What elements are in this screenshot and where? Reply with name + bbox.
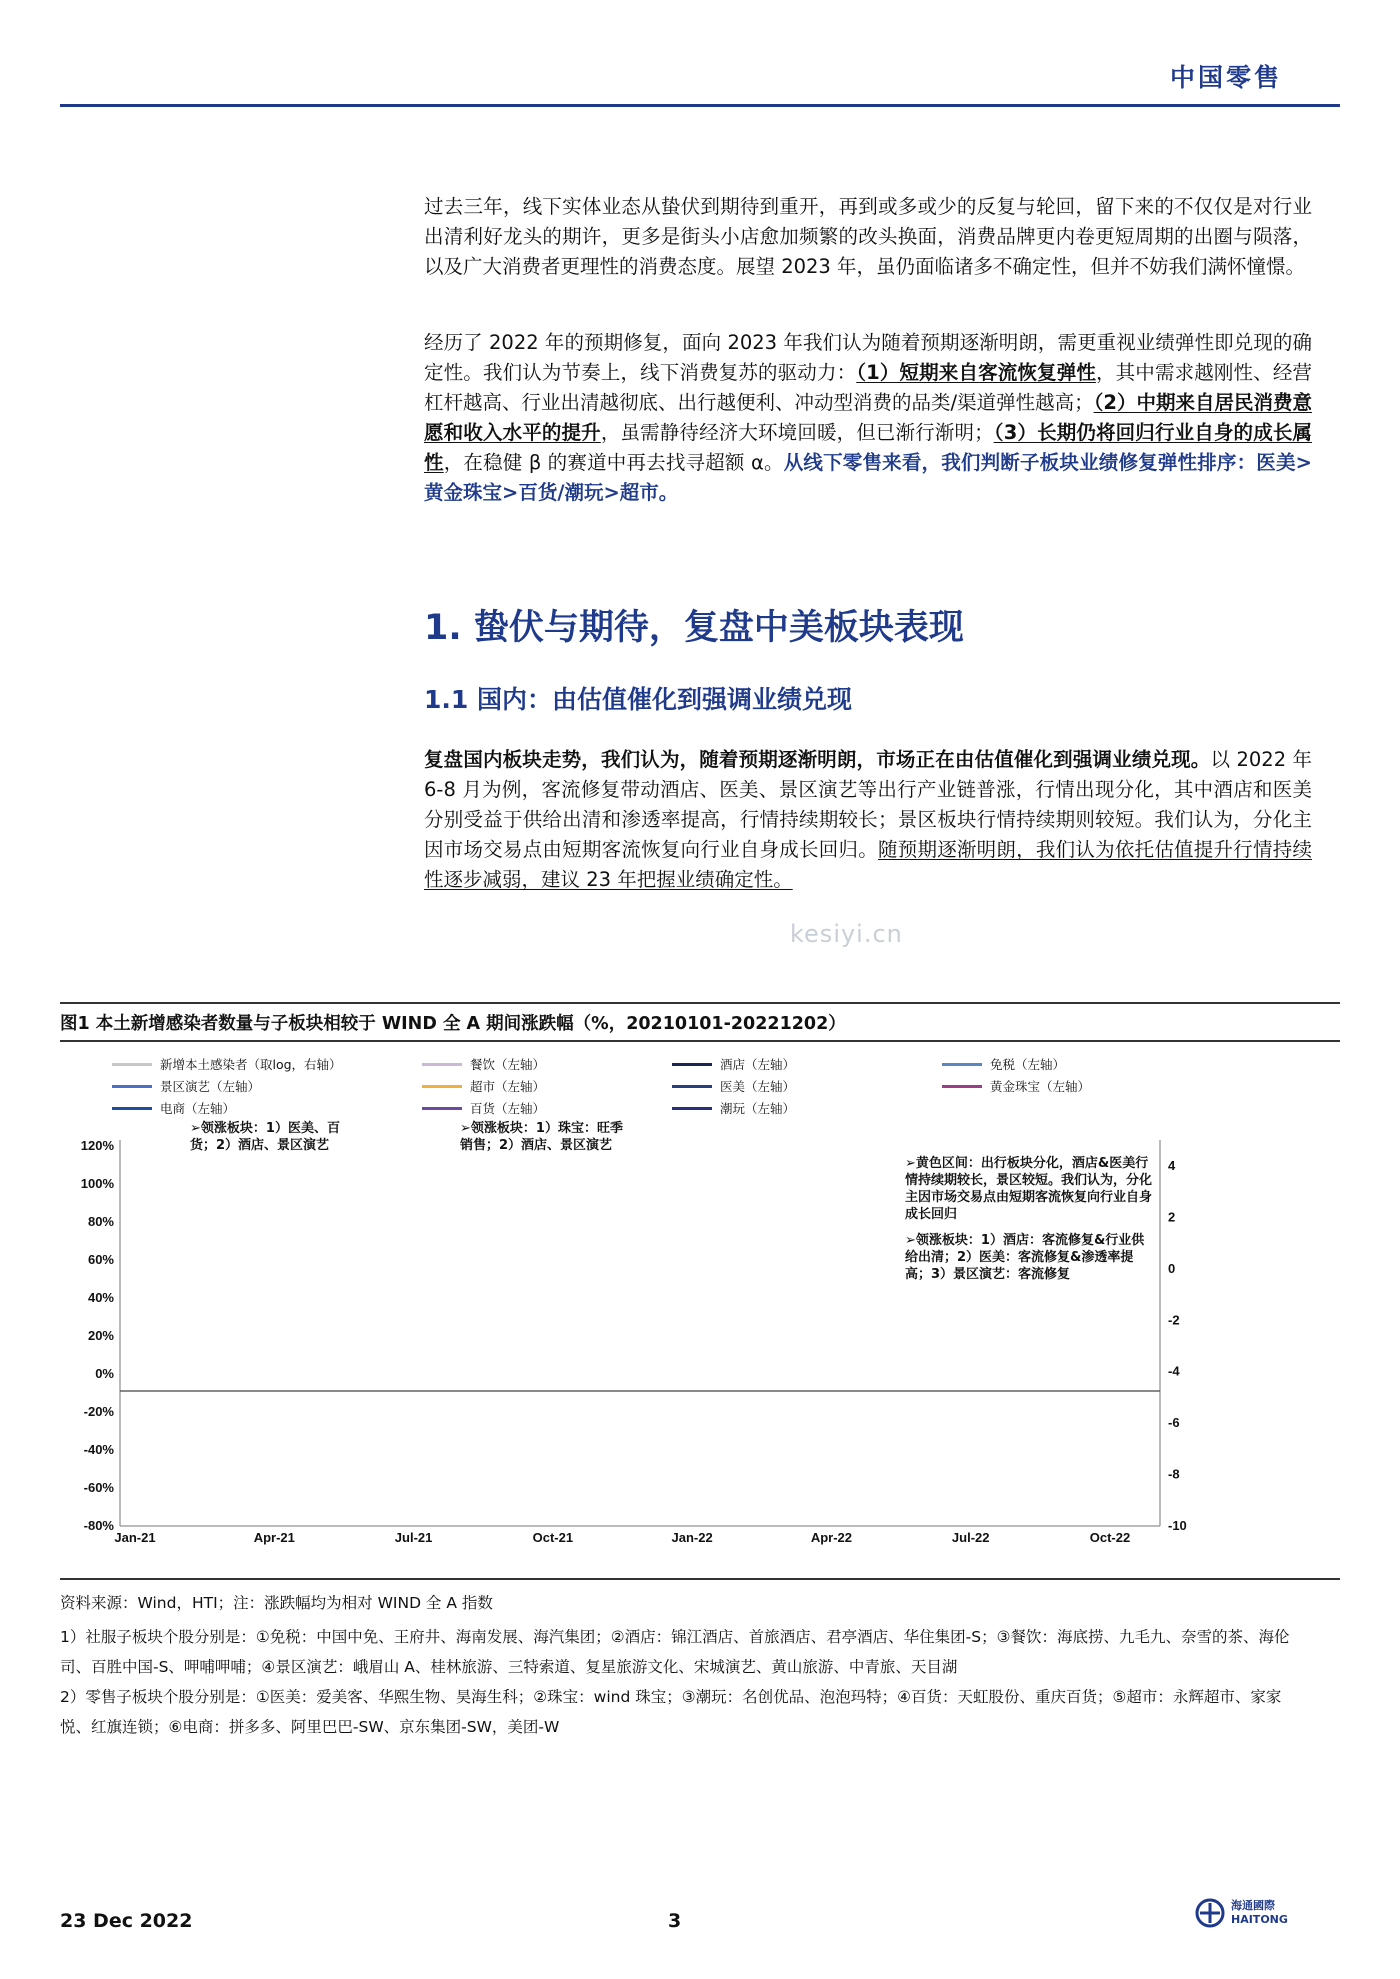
- paragraph-text: 过去三年，线下实体业态从蛰伏到期待到重开，再到或多或少的反复与轮回，留下来的不仅仅是对行业出清利好龙头的期许，更多是街头小店愈加频繁的改头换面，消费品牌更内卷更短周期的出圈与陨落，以及广大消费者更理性的消费态度。展望 2023 年，虽仍面临诸多不确定性，但并不妨我们满怀憧憬。: [424, 195, 1312, 278]
- p2-text: ，在稳健 β 的赛道中再去找寻超额 α。: [443, 451, 784, 474]
- figure-title-rule: [60, 1040, 1340, 1042]
- x-tick-label: Jan-22: [671, 1530, 713, 1545]
- legend-item: [672, 1077, 795, 1095]
- p2-text: ，虽需静待经济大环境回暖，但已渐行渐明；: [600, 421, 994, 444]
- y-right-tick-label: 0: [1168, 1260, 1176, 1276]
- y-right-tick-label: 2: [1168, 1209, 1176, 1225]
- y-left-tick-label: -60%: [83, 1480, 114, 1495]
- legend-swatch: [422, 1063, 462, 1066]
- legend-swatch: [942, 1063, 982, 1066]
- legend-item: [672, 1099, 795, 1117]
- y-left-tick-label: 80%: [87, 1214, 114, 1229]
- legend-item: [422, 1077, 545, 1095]
- x-tick-label: Jan-21: [114, 1530, 156, 1545]
- legend-swatch: [672, 1063, 712, 1066]
- legend-swatch: [112, 1063, 152, 1066]
- y-right-tick-labels: [1168, 1158, 1187, 1533]
- y-left-tick-label: 100%: [80, 1176, 114, 1191]
- y-right-tick-label: -4: [1168, 1363, 1180, 1379]
- legend-swatch: [672, 1085, 712, 1088]
- legend-swatch: [942, 1085, 982, 1088]
- p3-conclusion: 随预期逐渐明朗，我们认为依托估值提升行情持续性逐步减弱，建议 23 年把握业绩确定性。: [424, 838, 1312, 891]
- p3-lead: 复盘国内板块走势，我们认为，随着预期逐渐明朗，市场正在由估值催化到强调业绩兑现。: [424, 748, 1211, 771]
- figure-note-1: 1）社服子板块个股分别是：①免税：中国中免、王府井、海南发展、海汽集团；②酒店：锦江酒店、首旅酒店、君亭酒店、华住集团-S；③餐饮：海底捞、九毛九、奈雪的茶、海伦司、百胜中国-S、呷哺呷哺；④景区演艺：峨眉山 A、桂林旅游、三特索道、复星旅游文化、宋城演艺、黄山旅游、中青旅、天目湖: [60, 1628, 1290, 1676]
- y-left-tick-label: -40%: [83, 1442, 114, 1457]
- legend-label: 超市（左轴）: [470, 1079, 546, 1094]
- y-left-tick-labels: [81, 1138, 115, 1533]
- chart-legend: [112, 1055, 1212, 1130]
- legend-swatch: [422, 1085, 462, 1088]
- y-right-tick-label: -8: [1168, 1466, 1180, 1482]
- x-tick-label: Jul-22: [951, 1530, 990, 1545]
- x-tick-label: Jul-21: [394, 1530, 433, 1545]
- paragraph-intro: [424, 192, 1312, 282]
- y-right-tick-label: -10: [1168, 1518, 1187, 1533]
- p2-text: 经历了 2022 年的预期修复，面向 2023 年我们认为随着预期逐渐明朗，需更重视业绩弹性即兑现的确定性。我们认为节奏上，线下消费复苏的驱动力：: [424, 331, 1312, 384]
- y-left-tick-label: -80%: [83, 1518, 114, 1533]
- y-left-tick-label: 120%: [80, 1138, 114, 1153]
- legend-label: 餐饮（左轴）: [470, 1057, 546, 1072]
- y-right-tick-label: -2: [1168, 1312, 1180, 1328]
- haitong-logo: [1195, 1898, 1288, 1928]
- legend-label: 百货（左轴）: [470, 1101, 546, 1116]
- legend-swatch: [112, 1107, 152, 1110]
- x-tick-label: Oct-21: [532, 1530, 574, 1545]
- p2-mid-term: （2）中期来自居民消费意愿和收入水平的提升: [424, 391, 1312, 444]
- watermark: kesiyi.cn: [790, 920, 903, 948]
- page-header-title: 中国零售: [1169, 63, 1282, 92]
- legend-label: 景区演艺（左轴）: [160, 1079, 261, 1094]
- legend-swatch: [422, 1107, 462, 1110]
- p3-text: 以 2022 年 6-8 月为例，客流修复带动酒店、医美、景区演艺等出行产业链普涨，行情出现分化，其中酒店和医美分别受益于供给出清和渗透率提高，行情持续期较长；景区板块行情持续期则较短。我们认为，分化主因市场交易点由短期客流恢复向行业自身成长回归。: [424, 748, 1312, 861]
- legend-item: [112, 1077, 260, 1095]
- section-heading: 1. 蛰伏与期待，复盘中美板块表现: [424, 608, 964, 648]
- legend-label: 新增本土感染者（取log，右轴）: [160, 1057, 342, 1072]
- logo-cn: 海通國際: [1231, 1899, 1275, 1912]
- x-tick-label: Oct-22: [1089, 1530, 1131, 1545]
- legend-item: [112, 1099, 235, 1117]
- footer-page-number: 3: [668, 1910, 682, 1932]
- p2-ranking: 从线下零售来看，我们判断子板块业绩修复弹性排序：医美>黄金珠宝>百货/潮玩>超市。: [424, 451, 1312, 504]
- legend-label: 电商（左轴）: [160, 1101, 236, 1116]
- y-right-tick-label: 4: [1168, 1158, 1176, 1173]
- legend-item: [422, 1055, 545, 1073]
- subsection-heading: 1.1 国内：由估值催化到强调业绩兑现: [424, 685, 852, 714]
- legend-label: 潮玩（左轴）: [720, 1101, 796, 1116]
- x-tick-label: Apr-22: [810, 1530, 853, 1545]
- figure-bottom-rule: [60, 1578, 1340, 1580]
- legend-item: [422, 1099, 545, 1117]
- legend-label: 黄金珠宝（左轴）: [990, 1079, 1091, 1094]
- legend-swatch: [672, 1107, 712, 1110]
- y-left-tick-label: 40%: [87, 1290, 114, 1305]
- paragraph-drivers: [424, 328, 1312, 508]
- logo-en: HAITONG: [1231, 1913, 1288, 1926]
- legend-label: 酒店（左轴）: [720, 1057, 796, 1072]
- p2-short-term: （1）短期来自客流恢复弹性: [856, 361, 1096, 384]
- haitong-logo-icon: [1195, 1898, 1225, 1928]
- legend-label: 免税（左轴）: [990, 1057, 1066, 1072]
- p2-text: ，其中需求越刚性、经营杠杆越高、行业出清越彻底、出行越便利、冲动型消费的品类/渠道弹性越高；: [424, 361, 1312, 414]
- footer-date: 23 Dec 2022: [60, 1910, 193, 1932]
- figure-title: 图1 本土新增感染者数量与子板块相较于 WIND 全 A 期间涨跌幅（%，20210101-20221202）: [60, 1014, 846, 1034]
- y-left-tick-label: -20%: [83, 1404, 114, 1419]
- x-tick-label: Apr-21: [253, 1530, 295, 1545]
- annotation-4: ➢领涨板块：1）酒店：客流修复&行业供给出清；2）医美：客流修复&渗透率提高；3）景区演艺：客流修复: [905, 1233, 1145, 1282]
- figure-top-rule: [60, 1002, 1340, 1004]
- legend-item: [942, 1055, 1065, 1073]
- x-tick-labels: [114, 1530, 1130, 1545]
- annotation-1: ➢领涨板块：1）医美、百货；2）酒店、景区演艺: [190, 1121, 340, 1153]
- p2-long-term: （3）长期仍将回归行业自身的成长属性: [424, 421, 1312, 474]
- y-right-tick-label: -6: [1168, 1415, 1180, 1431]
- figure-note-2: 2）零售子板块个股分别是：①医美：爱美客、华熙生物、昊海生科；②珠宝：wind 珠宝；③潮玩：名创优品、泡泡玛特；④百货：天虹股份、重庆百货；⑤超市：永辉超市、家家悦、红旗连锁；⑥电商：拼多多、阿里巴巴-SW、京东集团-SW，美团-W: [60, 1688, 1282, 1736]
- paragraph-review: [424, 745, 1312, 895]
- annotation-2: ➢领涨板块：1）珠宝：旺季销售；2）酒店、景区演艺: [460, 1121, 623, 1153]
- header-rule: [60, 104, 1340, 107]
- legend-swatch: [112, 1085, 152, 1088]
- y-left-tick-label: 0%: [95, 1366, 114, 1381]
- y-left-tick-label: 60%: [87, 1252, 114, 1267]
- legend-item: [672, 1055, 795, 1073]
- annotation-3: ➢黄色区间：出行板块分化，酒店&医美行情持续期较长，景区较短。我们认为，分化主因市场交易点由短期客流恢复向行业自身成长回归: [905, 1156, 1153, 1222]
- y-left-tick-label: 20%: [87, 1328, 114, 1343]
- legend-item: [942, 1077, 1090, 1095]
- legend-label: 医美（左轴）: [720, 1079, 796, 1094]
- legend-item: [112, 1055, 342, 1073]
- figure-source: 资料来源：Wind，HTI；注：涨跌幅均为相对 WIND 全 A 指数: [60, 1594, 493, 1612]
